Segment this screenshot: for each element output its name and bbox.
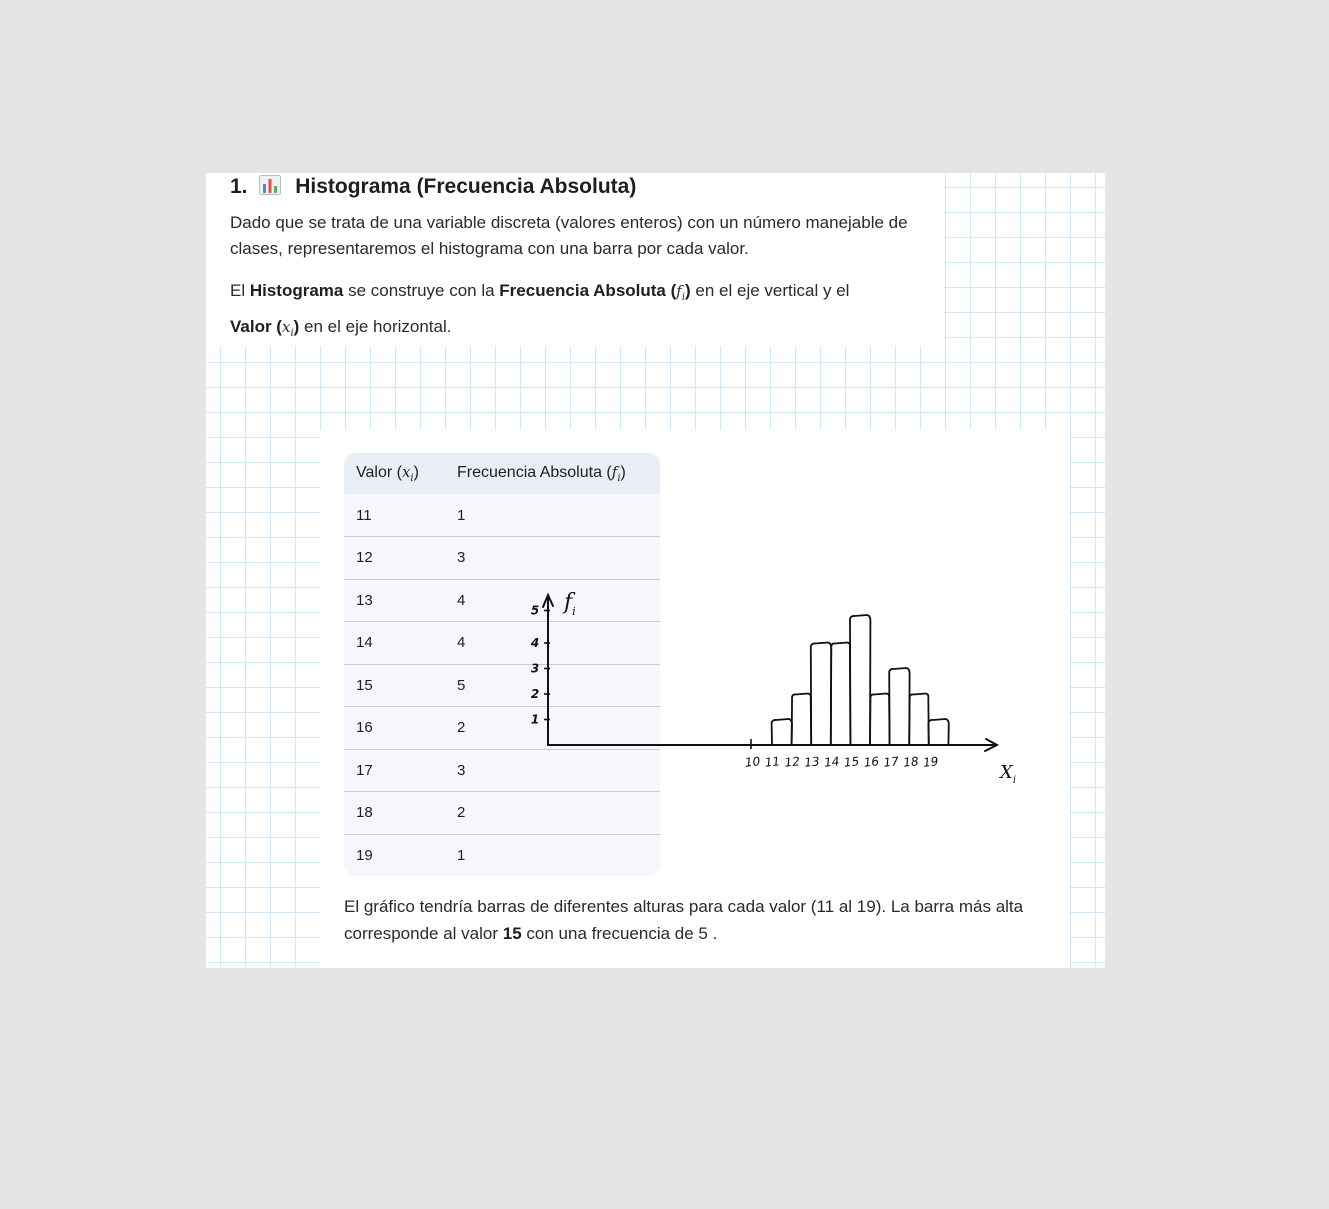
y-axis-label: $f_i$: [564, 590, 576, 618]
cell-valor: 14: [356, 634, 373, 652]
x-tick-label: 11: [764, 754, 781, 770]
construction-bold-valor: Valor (: [230, 317, 282, 336]
histogram-bar: [928, 719, 948, 745]
conclusion-text-1: El gráfico tendría barras de diferentes alturas para cada valor (11 al 19). La barra más alta corresponde al valor: [344, 897, 1024, 943]
x-tick-label: 18: [902, 754, 920, 770]
symbol-f: f: [676, 282, 682, 300]
symbol-x-sub: i: [290, 328, 294, 339]
section-number: 1.: [230, 175, 248, 198]
y-tick-label: 1: [530, 712, 540, 727]
construction-text-4: en el eje horizontal.: [299, 317, 452, 336]
x-tick-label: 19: [922, 754, 940, 770]
construction-bold-close-2: ): [293, 317, 300, 336]
x-tick-label: 10: [744, 754, 761, 770]
cell-frecuencia: 2: [457, 804, 466, 822]
cell-valor: 13: [356, 591, 373, 609]
cell-valor: 19: [356, 847, 373, 864]
cell-frecuencia: 5: [457, 676, 466, 694]
header-valor-sub: i: [410, 473, 414, 484]
x-tick-label: 16: [863, 754, 880, 770]
cell-valor: 16: [356, 719, 373, 737]
cell-frecuencia: 4: [457, 634, 466, 652]
cell-valor: 11: [356, 506, 372, 524]
histogram-bar: [792, 694, 812, 746]
histogram-bar: [850, 615, 870, 745]
x-tick-label: 15: [843, 754, 860, 770]
cell-valor: 12: [356, 549, 373, 567]
notebook-sheet: [206, 173, 1105, 968]
construction-text-3: en el eje vertical y el: [690, 281, 850, 300]
cell-valor: 17: [356, 761, 373, 779]
x-tick-label: 12: [783, 754, 801, 770]
cell-frecuencia: 3: [457, 549, 466, 567]
hand-drawn-histogram: [206, 173, 1105, 968]
cell-frecuencia: 1: [457, 847, 466, 864]
y-tick-label: 5: [530, 603, 540, 618]
conclusion-text-2: con una frecuencia de 5 .: [521, 924, 718, 943]
section-title: Histograma (Frecuencia Absoluta): [295, 175, 637, 198]
construction-text-2: se construye con la: [343, 281, 500, 300]
x-tick-label: 13: [803, 754, 821, 770]
cell-frecuencia: 2: [457, 719, 466, 737]
histogram-bar: [831, 643, 851, 746]
header-valor-label: Valor (: [356, 464, 402, 481]
header-valor-sym: x: [401, 463, 411, 481]
histogram-bar: [811, 643, 831, 746]
header-frecuencia-label: Frecuencia Absoluta (: [457, 464, 612, 481]
y-tick-label: 3: [530, 661, 540, 676]
construction-text-1: El: [230, 281, 250, 300]
symbol-f-sub: i: [681, 292, 686, 303]
construction-bold-close-1: ): [685, 281, 691, 300]
y-tick-label: 2: [530, 687, 540, 701]
conclusion-paragraph: [344, 893, 1054, 947]
intro-paragraph: Dado que se trata de una variable discreta (valores enteros) con un número manejable de clases, representaremos el histograma con una barra por cada valor.: [230, 213, 908, 258]
y-tick-label: 4: [530, 636, 540, 650]
x-axis-label: $X_i$: [1000, 762, 1017, 786]
histogram-bar: [870, 694, 890, 746]
histogram-bar: [909, 694, 929, 746]
header-frecuencia-close: ): [620, 464, 626, 481]
cell-frecuencia: 1: [457, 506, 466, 524]
header-frecuencia-sub: i: [617, 473, 621, 484]
histogram-bar: [772, 719, 792, 745]
conclusion-bold-value: 15: [502, 924, 522, 943]
cell-frecuencia: 4: [457, 591, 466, 609]
histogram-bar: [889, 668, 909, 745]
cell-valor: 18: [356, 804, 373, 822]
cell-valor: 15: [356, 676, 373, 694]
symbol-x: x: [281, 318, 291, 336]
x-tick-label: 17: [882, 754, 900, 770]
header-frecuencia-sym: f: [611, 463, 618, 481]
construction-bold-frecuencia: Frecuencia Absoluta (: [499, 281, 677, 300]
construction-bold-histograma: Histograma: [249, 281, 344, 300]
cell-frecuencia: 3: [457, 761, 466, 779]
header-valor-close: ): [413, 464, 419, 481]
x-tick-label: 14: [823, 754, 841, 770]
